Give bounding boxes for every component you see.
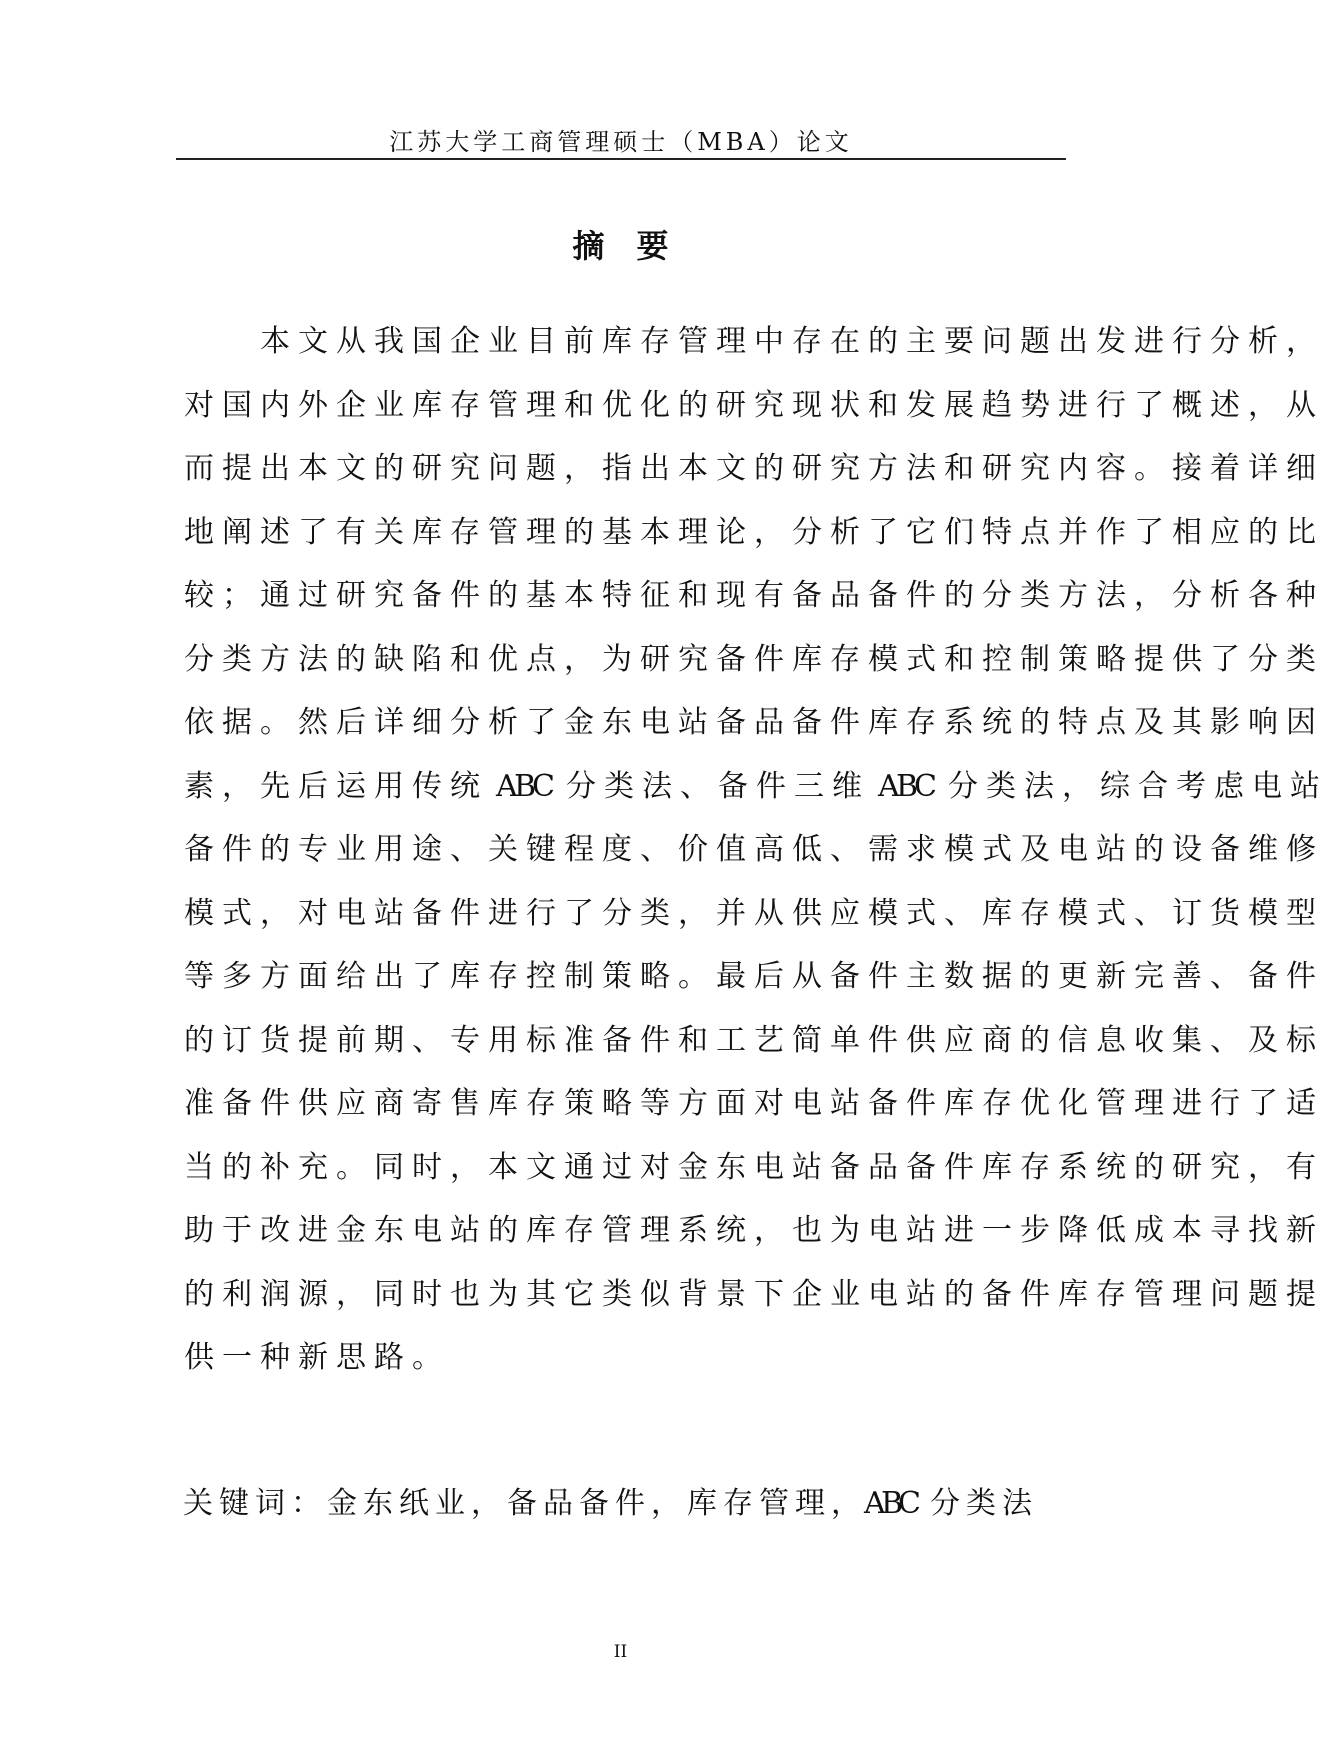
abstract-line: 备 件 的 专 业 用 途 、 关 键 程 度 、 价 值 高 低 、 需 求 模 式 及 电 站 的 设 备 维 修 — [184, 832, 1316, 867]
abstract-line: 较 ； 通 过 研 究 备 件 的 基 本 特 征 和 现 有 备 品 备 件 的 分 类 方 法 ， 分 析 各 种 — [184, 578, 1316, 613]
keywords-label: 关 键 词 ： — [183, 1486, 321, 1521]
abstract-line: 而 提 出 本 文 的 研 究 问 题 ， 指 出 本 文 的 研 究 方 法 和 研 究 内 容 。 接 着 详 细 — [184, 451, 1316, 486]
abstract-line: 模 式 ， 对 电 站 备 件 进 行 了 分 类 ， 并 从 供 应 模 式 、 库 存 模 式 、 订 货 模 型 — [184, 895, 1316, 931]
abstract-line: 对 国 内 外 企 业 库 存 管 理 和 优 化 的 研 究 现 状 和 发 展 趋 势 进 行 了 概 述 ， 从 — [184, 387, 1316, 423]
abstract-line: 本 文 从 我 国 企 业 目 前 库 存 管 理 中 存 在 的 主 要 问 题 出 发 进 行 分 析 ， — [260, 324, 1316, 359]
running-header: 江苏大学工商管理硕士（MBA）论文 — [389, 128, 853, 156]
abstract-line: 助 于 改 进 金 东 电 站 的 库 存 管 理 系 统 ， 也 为 电 站 进 一 步 降 低 成 本 寻 找 新 — [184, 1213, 1316, 1248]
abstract-line: 准 备 件 供 应 商 寄 售 库 存 策 略 等 方 面 对 电 站 备 件 库 存 优 化 管 理 进 行 了 适 — [184, 1086, 1316, 1121]
abstract-title: 摘 要 — [572, 227, 669, 265]
abstract-line: 的 订 货 提 前 期 、 专 用 标 准 备 件 和 工 艺 简 单 件 供 应 商 的 信 息 收 集 、 及 标 — [184, 1022, 1316, 1058]
page-number: II — [613, 1642, 628, 1662]
abstract-line: 地 阐 述 了 有 关 库 存 管 理 的 基 本 理 论 ， 分 析 了 它 们 特 点 并 作 了 相 应 的 比 — [184, 514, 1316, 550]
keywords-line — [180, 1480, 1035, 1528]
header-rule — [176, 158, 1066, 160]
abstract-body — [180, 310, 1324, 1390]
abstract-line: 分 类 方 法 的 缺 陷 和 优 点 ， 为 研 究 备 件 库 存 模 式 和 控 制 策 略 提 供 了 分 类 — [184, 641, 1316, 677]
keywords-text: 金 东 纸 业 ， 备 品 备 件 ， 库 存 管 理 ， ABC 分 类 法 — [327, 1486, 1032, 1521]
abstract-line: 当 的 补 充 。 同 时 ， 本 文 通 过 对 金 东 电 站 备 品 备 件 库 存 系 统 的 研 究 ， 有 — [184, 1149, 1316, 1185]
abstract-line: 依 据 。 然 后 详 细 分 析 了 金 东 电 站 备 品 备 件 库 存 系 统 的 特 点 及 其 影 响 因 — [184, 705, 1316, 740]
abstract-line: 的 利 润 源 ， 同 时 也 为 其 它 类 似 背 景 下 企 业 电 站 的 备 件 库 存 管 理 问 题 提 — [184, 1276, 1316, 1312]
abstract-line: 素 ， 先 后 运 用 传 统 ABC 分 类 法 、 备 件 三 维 ABC 分 类 法 ， 综 合 考 虑 电 站 — [184, 768, 1320, 804]
abstract-line: 等 多 方 面 给 出 了 库 存 控 制 策 略 。 最 后 从 备 件 主 数 据 的 更 新 完 善 、 备 件 — [184, 959, 1316, 994]
abstract-line: 供 一 种 新 思 路 。 — [184, 1340, 442, 1375]
